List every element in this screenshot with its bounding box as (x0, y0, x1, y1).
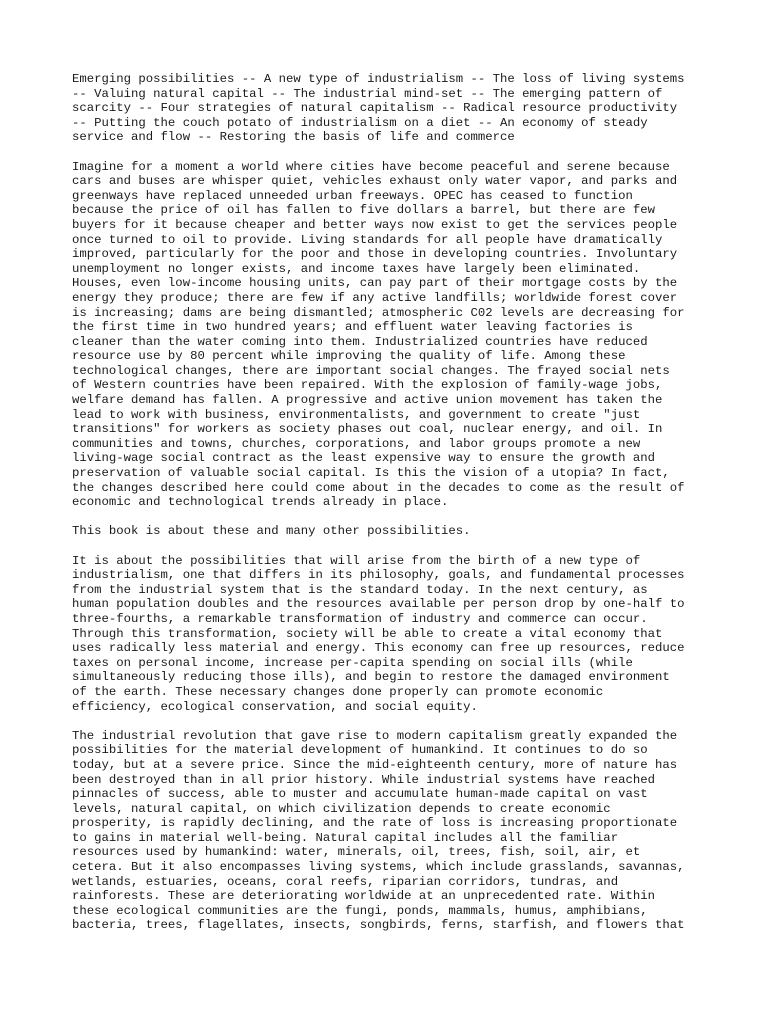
body-paragraph (72, 524, 712, 539)
text-line: This book is about these and many other possibilities. (72, 524, 471, 539)
text-line: cetera. But it also encompasses living systems, which include grasslands, savannas, (72, 860, 685, 875)
text-line: scarcity -- Four strategies of natural capitalism -- Radical resource productivity (72, 101, 678, 116)
text-line: It is about the possibilities that will arise from the birth of a new type of (72, 553, 641, 568)
text-line: wetlands, estuaries, oceans, coral reefs, riparian corridors, tundras, and (72, 874, 619, 889)
text-line: prosperity, is rapidly declining, and the rate of loss is increasing proportionate (72, 816, 678, 831)
text-line: from the industrial system that is the standard today. In the next century, as (72, 582, 648, 597)
text-line: communities and towns, churches, corporations, and labor groups promote a new (72, 436, 641, 451)
text-line: possibilities for the material development of humankind. It continues to do so (72, 743, 648, 758)
text-line: today, but at a severe price. Since the mid-eighteenth century, more of nature has (72, 757, 678, 772)
text-line: unemployment no longer exists, and income taxes have largely been eliminated. (72, 261, 641, 276)
text-line: taxes on personal income, increase per-capita spending on social ills (while (72, 655, 633, 670)
text-line: pinnacles of success, able to muster and accumulate human-made capital on vast (72, 787, 648, 802)
text-line: three-fourths, a remarkable transformation of industry and commerce can occur. (72, 611, 648, 626)
text-line: resources used by humankind: water, minerals, oil, trees, fish, soil, air, et (72, 845, 641, 860)
document-page (72, 72, 712, 948)
text-line: welfare demand has fallen. A progressive and active union movement has taken the (72, 393, 663, 408)
text-line: technological changes, there are important social changes. The frayed social nets (72, 363, 670, 378)
text-line: transitions" for workers as society phases out coal, nuclear energy, and oil. In (72, 422, 663, 437)
text-line: Emerging possibilities -- A new type of industrialism -- The loss of living systems (72, 72, 685, 86)
text-line: bacteria, trees, flagellates, insects, songbirds, ferns, starfish, and flowers that (72, 918, 685, 933)
text-line: living-wage social contract as the least expensive way to ensure the growth and (72, 451, 655, 466)
text-line: economic and technological trends already in place. (72, 495, 449, 510)
text-line: because the price of oil has fallen to five dollars a barrel, but there are few (72, 203, 655, 218)
text-line: improved, particularly for the poor and those in developing countries. Involuntary (72, 247, 678, 262)
text-line: cleaner than the water coming into them. Industrialized countries have reduced (72, 334, 648, 349)
text-line: buyers for it because cheaper and better ways now exist to get the services people (72, 217, 678, 232)
text-line: -- Valuing natural capital -- The industrial mind-set -- The emerging pattern of (72, 86, 663, 101)
text-line: the changes described here could come about in the decades to come as the result of (72, 480, 685, 495)
text-line: lead to work with business, environmentalists, and government to create "just (72, 407, 641, 422)
text-line: energy they produce; there are few if any active landfills; worldwide forest cover (72, 290, 678, 305)
text-line: service and flow -- Restoring the basis of life and commerce (72, 130, 515, 145)
text-line: been destroyed than in all prior history. While industrial systems have reached (72, 772, 655, 787)
text-line: is increasing; dams are being dismantled; atmospheric C02 levels are decreasing for (72, 305, 685, 320)
text-line: industrialism, one that differs in its philosophy, goals, and fundamental processes (72, 568, 685, 583)
text-line: once turned to oil to provide. Living standards for all people have dramatically (72, 232, 663, 247)
text-line: the first time in two hundred years; and effluent water leaving factories is (72, 320, 633, 335)
body-paragraph (72, 554, 712, 715)
body-paragraph (72, 160, 712, 510)
text-line: rainforests. These are deteriorating worldwide at an unprecedented rate. Within (72, 889, 655, 904)
text-line: human population doubles and the resources available per person drop by one-half to (72, 597, 685, 612)
text-line: of the earth. These necessary changes done properly can promote economic (72, 684, 604, 699)
text-line: of Western countries have been repaired. With the explosion of family-wage jobs, (72, 378, 663, 393)
text-line: efficiency, ecological conservation, and social equity. (72, 699, 478, 714)
text-line: preservation of valuable social capital. Is this the vision of a utopia? In fact, (72, 466, 670, 481)
text-line: resource use by 80 percent while improving the quality of life. Among these (72, 349, 626, 364)
text-line: cars and buses are whisper quiet, vehicles exhaust only water vapor, and parks and (72, 174, 678, 189)
text-line: Houses, even low-income housing units, can pay part of their mortgage costs by the (72, 276, 678, 291)
text-line: these ecological communities are the fungi, ponds, mammals, humus, amphibians, (72, 903, 648, 918)
chapter-topics-paragraph (72, 72, 712, 145)
text-line: The industrial revolution that gave rise to modern capitalism greatly expanded the (72, 728, 678, 743)
text-line: levels, natural capital, on which civilization depends to create economic (72, 801, 611, 816)
text-line: to gains in material well-being. Natural capital includes all the familiar (72, 830, 619, 845)
text-line: uses radically less material and energy. This economy can free up resources, reduce (72, 641, 685, 656)
text-line: simultaneously reducing those ills), and begin to restore the damaged environment (72, 670, 670, 685)
text-line: Through this transformation, society will be able to create a vital economy that (72, 626, 663, 641)
text-line: greenways have replaced unneeded urban freeways. OPEC has ceased to function (72, 188, 633, 203)
body-paragraph (72, 729, 712, 933)
text-line: -- Putting the couch potato of industrialism on a diet -- An economy of steady (72, 115, 648, 130)
text-line: Imagine for a moment a world where cities have become peaceful and serene because (72, 159, 670, 174)
